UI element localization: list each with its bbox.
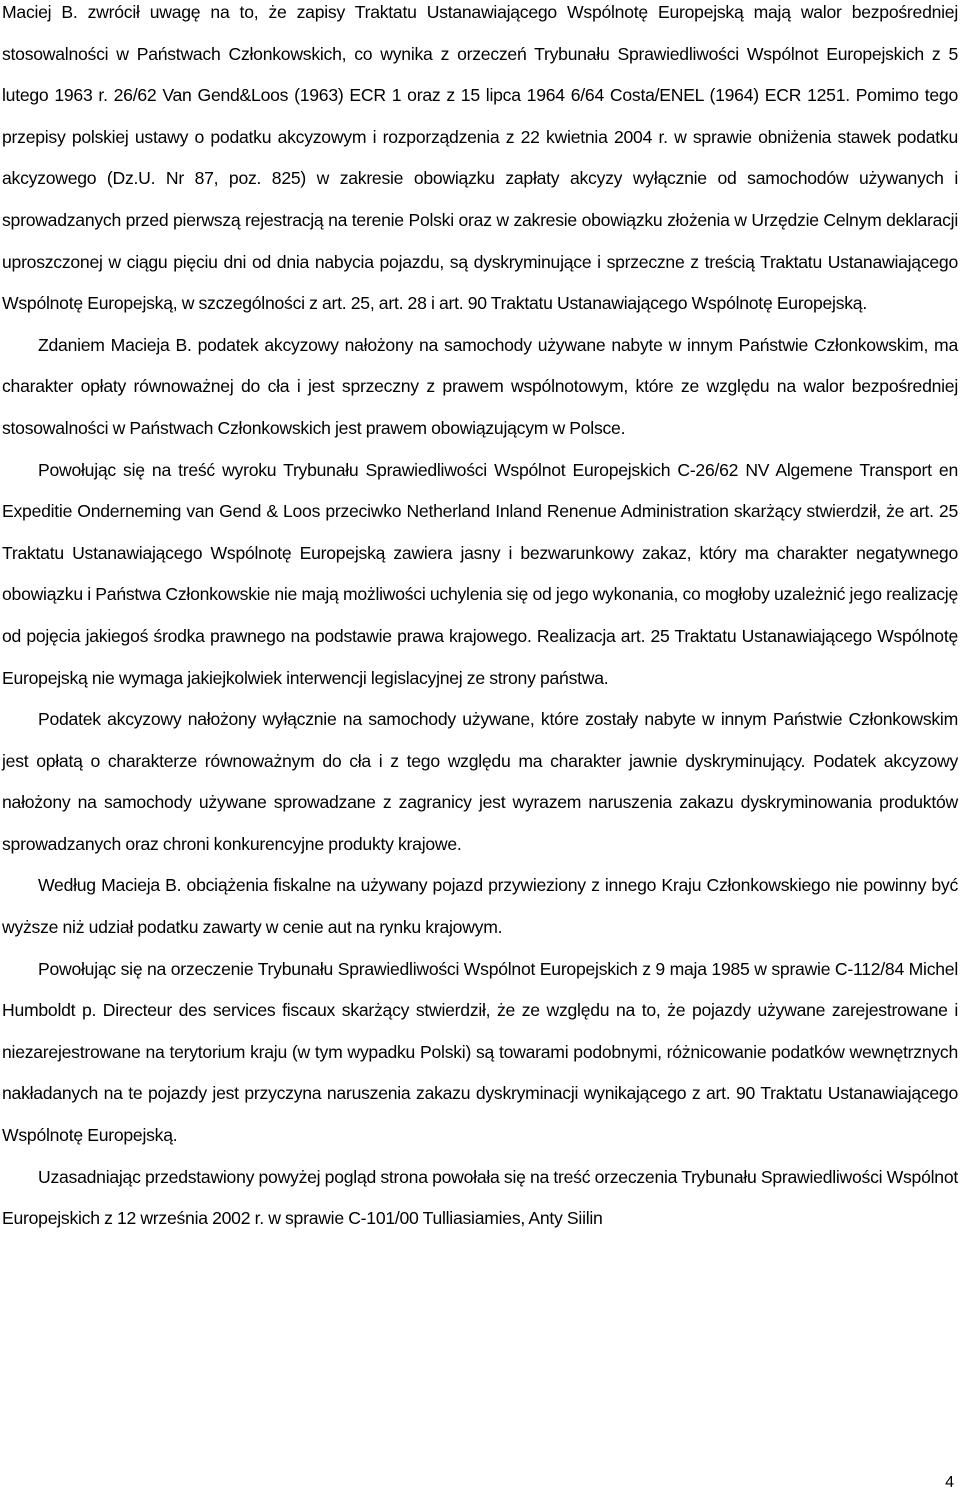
paragraph-3: Powołując się na treść wyroku Trybunału Sprawiedliwości Wspólnot Europejskich C-26/62 NV Algemene Transport en Expeditie Onderneming van Gend & Loos przeciwko Netherland Inland Renenue Administration skarżący stwierdził, że art. 25 Traktatu Ustanawiającego Wspólnotę Europejską zawiera jasny i bezwarunkowy zakaz, który ma charakter negatywnego obowiązku i Państwa Członkowskie nie mają możliwości uchylenia się od jego wykonania, co mogłoby uzależnić jego realizację od pojęcia jakiegoś środka prawnego na podstawie prawa krajowego. Realizacja art. 25 Traktatu Ustanawiającego Wspólnotę Europejską nie wymaga jakiejkolwiek interwencji legislacyjnej ze strony państwa.: [2, 459, 958, 688]
page-number: 4: [945, 1474, 954, 1491]
paragraph-6: Powołując się na orzeczenie Trybunału Sprawiedliwości Wspólnot Europejskich z 9 maja 1985 w sprawie C-112/84 Michel Humboldt p. Directeur des services fiscaux skarżący stwierdził, że ze względu na to, że pojazdy używane zarejestrowane i niezarejestrowane na terytorium kraju (w tym wypadku Polski) są towarami podobnymi, różnicowanie podatków wewnętrznych nakładanych na te pojazdy jest przyczyna naruszenia zakazu dyskryminacji wynikającego z art. 90 Traktatu Ustanawiającego Wspólnotę Europejską.: [2, 958, 958, 1146]
paragraph-4: Podatek akcyzowy nałożony wyłącznie na samochody używane, które zostały nabyte w innym Państwie Członkowskim jest opłatą o charakterze równoważnym do cła i z tego względu ma charakter jawnie dyskryminujący. Podatek akcyzowy nałożony na samochody używane sprowadzane z zagranicy jest wyrazem naruszenia zakazu dyskryminowania produktów sprowadzanych oraz chroni konkurencyjne produkty krajowe.: [2, 709, 958, 854]
paragraph-2: Zdaniem Macieja B. podatek akcyzowy nałożony na samochody używane nabyte w innym Państwie Członkowskim, ma charakter opłaty równoważnej do cła i jest sprzeczny z prawem wspólnotowym, które ze względu na walor bezpośredniej stosowalności w Państwach Członkowskich jest prawem obowiązującym w Polsce.: [2, 334, 958, 438]
document-body: [2, 0, 958, 1240]
paragraph-5: Według Macieja B. obciążenia fiskalne na używany pojazd przywieziony z innego Kraju Członkowskiego nie powinny być wyższe niż udział podatku zawarty w cenie aut na rynku krajowym.: [2, 875, 958, 938]
paragraph-1: Maciej B. zwrócił uwagę na to, że zapisy Traktatu Ustanawiającego Wspólnotę Europejską mają walor bezpośredniej stosowalności w Państwach Członkowskich, co wynika z orzeczeń Trybunału Sprawiedliwości Wspólnot Europejskich z 5 lutego 1963 r. 26/62 Van Gend&Loos (1963) ECR 1 oraz z 15 lipca 1964 6/64 Costa/ENEL (1964) ECR 1251. Pomimo tego przepisy polskiej ustawy o podatku akcyzowym i rozporządzenia z 22 kwietnia 2004 r. w sprawie obniżenia stawek podatku akcyzowego (Dz.U. Nr 87, poz. 825) w zakresie obowiązku zapłaty akcyzy wyłącznie od samochodów używanych i sprowadzanych przed pierwszą rejestracją na terenie Polski oraz w zakresie obowiązku złożenia w Urzędzie Celnym deklaracji uproszczonej w ciągu pięciu dni od dnia nabycia pojazdu, są dyskryminujące i sprzeczne z treścią Traktatu Ustanawiającego Wspólnotę Europejską, w szczególności z art. 25, art. 28 i art. 90 Traktatu Ustanawiającego Wspólnotę Europejską.: [2, 2, 958, 314]
paragraph-7: Uzasadniając przedstawiony powyżej pogląd strona powołała się na treść orzeczenia Trybunału Sprawiedliwości Wspólnot Europejskich z 12 września 2002 r. w sprawie C-101/00 Tulliasiamies, Anty Siilin: [2, 1166, 958, 1229]
